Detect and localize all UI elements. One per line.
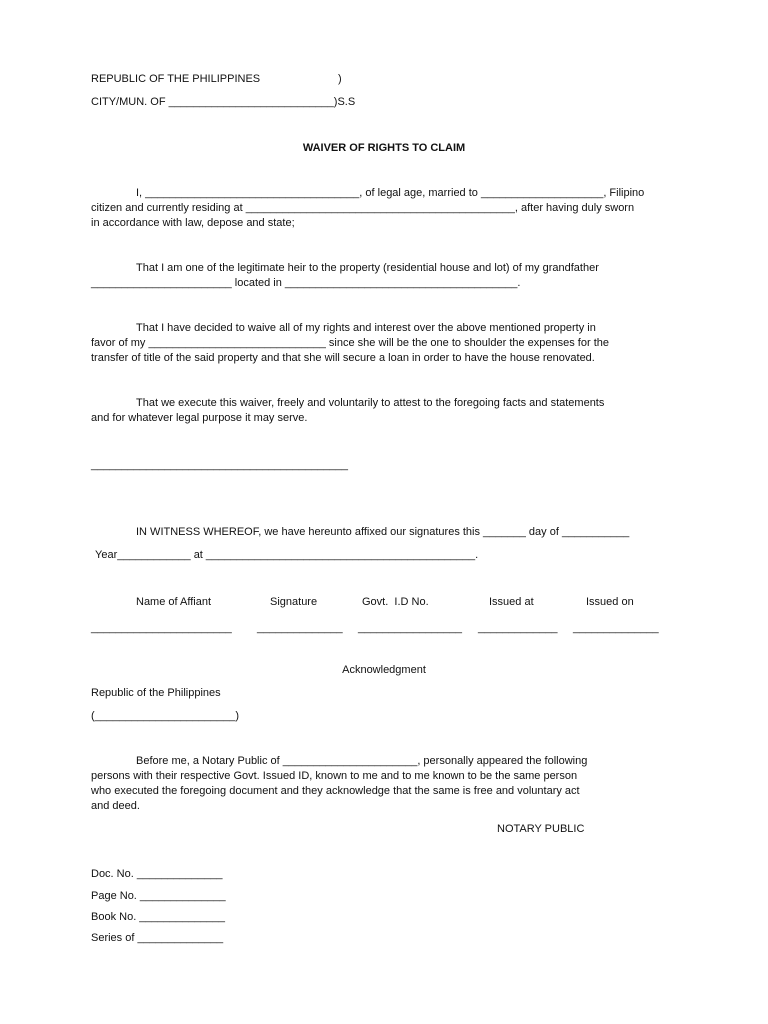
paragraph-line: That I have decided to waive all of my rights and interest over the above mentioned property in: [136, 322, 596, 334]
paragraph-line: That I am one of the legitimate heir to the property (residential house and lot) of my grandfather: [136, 262, 599, 274]
table-header-signature: Signature: [270, 596, 318, 608]
table-blank-id: _________________: [358, 622, 463, 634]
paragraph-intro: [91, 186, 678, 231]
header-paren: ): [338, 73, 342, 85]
table-blank-signature: ______________: [257, 622, 343, 634]
notarial-series-of: Series of ______________: [91, 932, 224, 944]
paragraph-execute: [91, 396, 678, 426]
paragraph-line: _______________________ located in ______________________________________.: [91, 277, 521, 289]
notarial-page-no: Page No. ______________: [91, 890, 226, 902]
paragraph-heir: [91, 261, 678, 291]
header-city: CITY/MUN. OF ___________________________)S.S: [91, 96, 356, 108]
paragraph-line: citizen and currently residing at ____________________________________________, after having duly sworn: [91, 202, 635, 214]
paragraph-line: I, ___________________________________, of legal age, married to ____________________, Filipino: [136, 187, 645, 199]
document-title: WAIVER OF RIGHTS TO CLAIM: [302, 142, 466, 154]
table-header-issued-at: Issued at: [489, 596, 534, 608]
acknowledgment-republic: Republic of the Philippines: [91, 687, 221, 699]
witness-line-1: IN WITNESS WHEREOF, we have hereunto affixed our signatures this _______ day of ___________: [136, 526, 630, 538]
table-header-id: Govt. I.D No.: [362, 596, 429, 608]
acknowledgment-body: [91, 754, 678, 814]
table-blank-issued-on: ______________: [573, 622, 659, 634]
paragraph-waive: [91, 321, 678, 366]
acknowledgment-paren-blank: (_______________________): [91, 710, 240, 722]
affiant-signature-line: __________________________________________: [91, 459, 348, 471]
table-blank-issued-at: _____________: [478, 622, 558, 634]
header-republic: REPUBLIC OF THE PHILIPPINES: [91, 73, 261, 85]
paragraph-line: who executed the foregoing document and they acknowledge that the same is free and voluntary act: [91, 785, 580, 797]
acknowledgment-title: Acknowledgment: [342, 664, 426, 676]
paragraph-line: favor of my _____________________________ since she will be the one to shoulder the expenses for the: [91, 337, 609, 349]
paragraph-line: and for whatever legal purpose it may serve.: [91, 412, 308, 424]
paragraph-line: That we execute this waiver, freely and voluntarily to attest to the foregoing facts and statements: [136, 397, 605, 409]
notarial-doc-no: Doc. No. ______________: [91, 868, 223, 880]
notary-public-label: NOTARY PUBLIC: [497, 823, 585, 835]
paragraph-line: and deed.: [91, 800, 140, 812]
paragraph-line: transfer of title of the said property and that she will secure a loan in order to have the house renovated.: [91, 352, 595, 364]
notarial-book-no: Book No. ______________: [91, 911, 225, 923]
table-header-issued-on: Issued on: [586, 596, 634, 608]
table-blank-name: _______________________: [91, 622, 232, 634]
table-header-name: Name of Affiant: [136, 596, 212, 608]
paragraph-line: Before me, a Notary Public of ______________________, personally appeared the following: [136, 755, 588, 767]
witness-line-2: Year____________ at ____________________________________________.: [95, 549, 479, 561]
paragraph-line: in accordance with law, depose and state;: [91, 217, 295, 229]
paragraph-line: persons with their respective Govt. Issued ID, known to me and to me known to be the same person: [91, 770, 578, 782]
